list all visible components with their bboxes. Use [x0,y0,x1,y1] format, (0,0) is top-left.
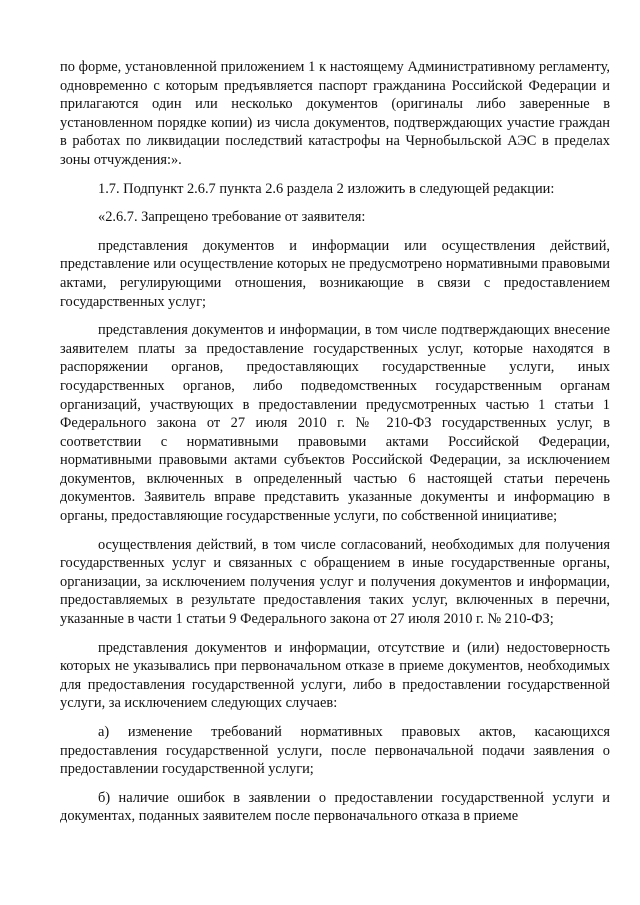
paragraph-continuation: по форме, установленной приложением 1 к настоящему Административному регламенту, одновременно с которым предъявляется паспорт гражданина Российской Федерации и прилагаются один или несколько документов (оригиналы либо заверенные в установленном порядке копии) из числа документов, подтверждающих участие граждан в работах по ликвидации последствий катастрофы на Чернобыльской АЭС в пределах зоны отчуждения:». [60,59,610,168]
paragraph-prohibition-1: представления документов и информации или осуществления действий, представление или осуществление которых не предусмотрено нормативными правовыми актами, регулирующими отношения, возникающие в связи с предоставлением государственных услуг; [60,237,610,310]
paragraph-amendment-1-7: 1.7. Подпункт 2.6.7 пункта 2.6 раздела 2 изложить в следующей редакции: [98,180,555,197]
paragraph-prohibition-4: представления документов и информации, отсутствие и (или) недостоверность которых не указывались при первоначальном отказе в приеме документов, необходимых для предоставления государственной услуги, либо в предоставлении государственной услуги, за исключением следующих случаев: [60,639,610,712]
paragraph-case-b: б) наличие ошибок в заявлении о предоставлении государственной услуги и документах, поданных заявителем после первоначального отказа в приеме [60,789,610,825]
paragraph-case-a: а) изменение требований нормативных правовых актов, касающихся предоставления государственной услуги, после первоначальной подачи заявления о предоставлении государственной услуги; [60,724,610,778]
paragraph-2-6-7-heading: «2.6.7. Запрещено требование от заявителя: [98,209,366,226]
paragraph-prohibition-2: представления документов и информации, в том числе подтверждающих внесение заявителем платы за предоставление государственных услуг, которые находятся в распоряжении органов, предоставляющих государственные услуги, иных государственных органов, либо подведомственных государственным органам организаций, участвующих в предоставлении предусмотренных частью 1 статьи 1 Федерального закона от 27 июля 2010 г. № 210-ФЗ государственных услуг, в соответствии с нормативными правовыми актами Российской Федерации, нормативными правовыми актами субъектов Российской Федерации, за исключением документов, включенных в определенный частью 6 настоящей статьи перечень документов. Заявитель вправе представить указанные документы и информацию в органы, предоставляющие государственные услуги, по собственной инициативе; [60,322,610,525]
paragraph-prohibition-3: осуществления действий, в том числе согласований, необходимых для получения государственных услуг и связанных с обращением в иные государственные органы, организации, за исключением получения услуг и получения документов и информации, предоставляемых в результате предоставления таких услуг, включенных в перечни, указанные в части 1 статьи 9 Федерального закона от 27 июля 2010 г. № 210-ФЗ; [60,536,610,628]
document-body [60,58,610,836]
